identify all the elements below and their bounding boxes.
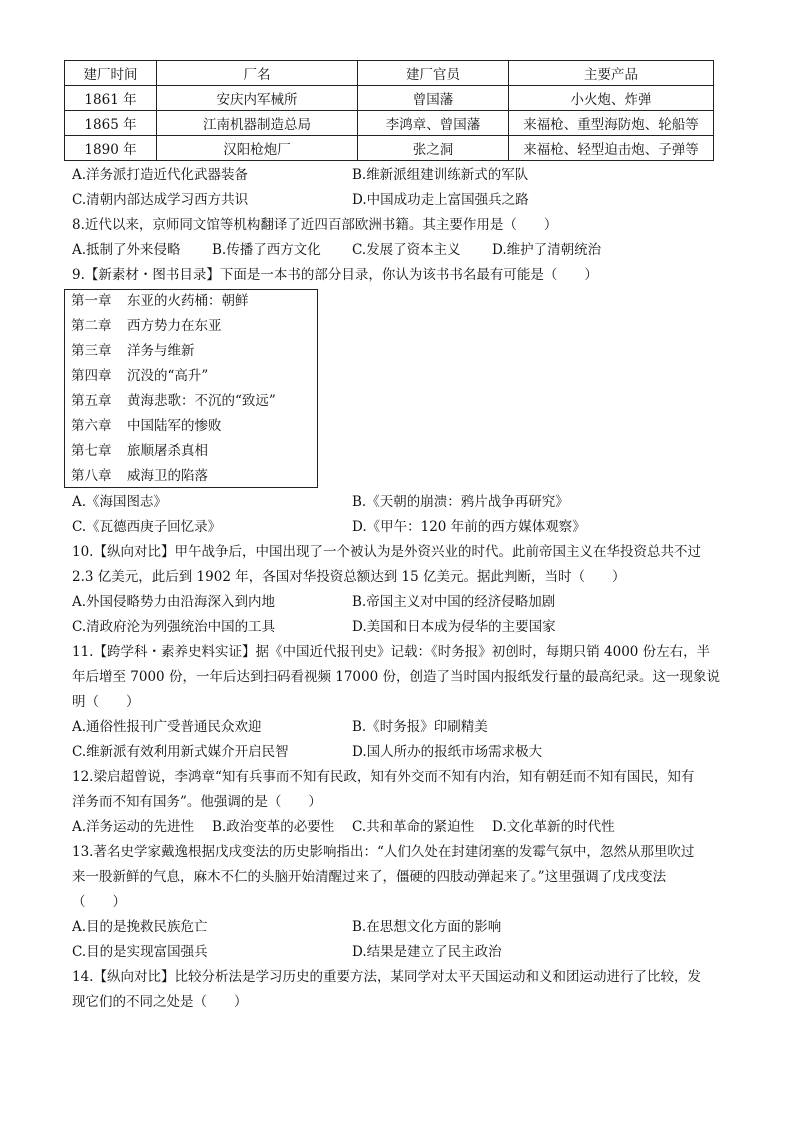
table-cell: 江南机器制造总局: [157, 111, 358, 136]
table-row: [65, 136, 714, 161]
toc-chapter-title: 中国陆军的惨败: [127, 418, 222, 434]
q11-option-b: B.《时务报》印刷精美: [352, 719, 488, 735]
table-cell: 来福枪、轻型迫击炮、子弹等: [509, 136, 714, 161]
toc-chapter-title: 威海卫的陷落: [127, 468, 208, 484]
toc-chapter-number: 第一章: [71, 293, 112, 309]
toc-item: [71, 342, 195, 360]
table-cell: 小火炮、炸弹: [509, 86, 714, 111]
q13-stem-line-2: 来一股新鲜的气息，麻木不仁的头脑开始清醒过来了，僵硬的四肢动弹起来了。”这里强调了戊戌变法: [72, 869, 667, 885]
q11-stem-line-1: 11.【跨学科・素养史料实证】据《中国近代报刊史》记载：《时务报》初创时，每期只销 4000 份左右，半: [72, 644, 711, 660]
table-row: [65, 111, 714, 136]
q9-option-c: C.《瓦德西庚子回忆录》: [72, 519, 222, 535]
q8-option-a: A.抵制了外来侵略: [72, 242, 181, 258]
book-contents-box: [64, 289, 318, 488]
toc-item: [71, 442, 208, 460]
q10-option-c: C.清政府沦为列强统治中国的工具: [72, 619, 276, 635]
q11-option-a: A.通俗性报刊广受普通民众欢迎: [72, 719, 262, 735]
table-cell: 1861 年: [65, 86, 157, 111]
table-header-cell: 厂名: [157, 61, 358, 86]
table-header-cell: 主要产品: [509, 61, 714, 86]
table-cell: 张之洞: [358, 136, 509, 161]
q13-stem-line-1: 13.著名史学家戴逸根据戊戌变法的历史影响指出：“人们久处在封建闭塞的发霉气氛中，忽然从那里吹过: [72, 844, 695, 860]
q10-option-a: A.外国侵略势力由沿海深入到内地: [72, 594, 276, 610]
toc-item: [71, 317, 222, 335]
toc-chapter-title: 西方势力在东亚: [127, 318, 222, 334]
table-header-row: [65, 61, 714, 86]
q12-option-c: C.共和革命的紧迫性: [352, 819, 475, 835]
q12-option-d: D.文化革新的时代性: [492, 819, 615, 835]
q9-option-d: D.《甲午：120 年前的西方媒体观察》: [352, 519, 586, 535]
table-cell: 1890 年: [65, 136, 157, 161]
toc-chapter-number: 第八章: [71, 468, 112, 484]
q13-option-d: D.结果是建立了民主政治: [352, 944, 502, 960]
q13-stem-line-3: （ ）: [72, 894, 126, 910]
toc-chapter-number: 第三章: [71, 343, 112, 359]
q10-stem-line-2: 2.3 亿美元，此后到 1902 年，各国对华投资总额达到 15 亿美元。据此判断，当时（ ）: [72, 569, 626, 585]
q11-stem-line-3: 明（ ）: [72, 694, 140, 710]
toc-item: [71, 417, 222, 435]
table-header-cell: 建厂官员: [358, 61, 509, 86]
toc-chapter-number: 第五章: [71, 393, 112, 409]
q8-option-b: B.传播了西方文化: [212, 242, 321, 258]
toc-chapter-number: 第六章: [71, 418, 112, 434]
table-cell: 安庆内军械所: [157, 86, 358, 111]
q12-stem-line-1: 12.梁启超曾说，李鸿章“知有兵事而不知有民政，知有外交而不知有内治，知有朝廷而不知有国民，知有: [72, 769, 695, 785]
q14-stem-line-2: 现它们的不同之处是（ ）: [72, 994, 248, 1010]
toc-chapter-title: 黄海悲歌：不沉的“致远”: [127, 393, 276, 409]
q14-stem-line-1: 14.【纵向对比】比较分析法是学习历史的重要方法，某同学对太平天国运动和义和团运动进行了比较，发: [72, 969, 701, 985]
q10-option-b: B.帝国主义对中国的经济侵略加剧: [352, 594, 556, 610]
q13-option-b: B.在思想文化方面的影响: [352, 919, 502, 935]
toc-chapter-title: 沉没的“高升”: [127, 368, 209, 384]
toc-item: [71, 392, 276, 410]
table-cell: 曾国藩: [358, 86, 509, 111]
q12-option-b: B.政治变革的必要性: [212, 819, 335, 835]
toc-chapter-title: 洋务与维新: [127, 343, 195, 359]
q7-option-a: A.洋务派打造近代化武器装备: [72, 167, 249, 183]
table-row: [65, 86, 714, 111]
toc-chapter-number: 第二章: [71, 318, 112, 334]
toc-item: [71, 467, 208, 485]
toc-chapter-title: 旅顺屠杀真相: [127, 443, 208, 459]
q9-option-b: B.《天朝的崩溃：鸦片战争再研究》: [352, 494, 569, 510]
table-header-cell: 建厂时间: [65, 61, 157, 86]
q9-stem: 9.【新素材・图书目录】下面是一本书的部分目录，你认为该书书名最有可能是（ ）: [72, 267, 598, 283]
q13-option-a: A.目的是挽救民族危亡: [72, 919, 208, 935]
q8-option-d: D.维护了清朝统治: [492, 242, 602, 258]
q8-option-c: C.发展了资本主义: [352, 242, 461, 258]
q10-stem-line-1: 10.【纵向对比】甲午战争后，中国出现了一个被认为是外资兴业的时代。此前帝国主义在华投资总共不过: [72, 544, 701, 560]
q8-stem: 8.近代以来，京师同文馆等机构翻译了近四百部欧洲书籍。其主要作用是（ ）: [72, 217, 558, 233]
toc-chapter-number: 第四章: [71, 368, 112, 384]
q11-option-d: D.国人所办的报纸市场需求极大: [352, 744, 543, 760]
table-cell: 汉阳枪炮厂: [157, 136, 358, 161]
q7-option-d: D.中国成功走上富国强兵之路: [352, 192, 529, 208]
toc-chapter-number: 第七章: [71, 443, 112, 459]
q9-option-a: A.《海国图志》: [72, 494, 168, 510]
q11-option-c: C.维新派有效利用新式媒介开启民智: [72, 744, 289, 760]
q7-option-c: C.清朝内部达成学习西方共识: [72, 192, 249, 208]
factory-table: [64, 60, 714, 161]
q7-option-b: B.维新派组建训练新式的军队: [352, 167, 529, 183]
q12-option-a: A.洋务运动的先进性: [72, 819, 195, 835]
toc-item: [71, 292, 249, 310]
q11-stem-line-2: 年后增至 7000 份，一年后达到扫码看视频 17000 份，创造了当时国内报纸发行量的最高纪录。这一现象说: [72, 669, 720, 685]
table-cell: 来福枪、重型海防炮、轮船等: [509, 111, 714, 136]
table-cell: 李鸿章、曾国藩: [358, 111, 509, 136]
q10-option-d: D.美国和日本成为侵华的主要国家: [352, 619, 556, 635]
table-cell: 1865 年: [65, 111, 157, 136]
q12-stem-line-2: 洋务而不知有国务”。他强调的是（ ）: [72, 794, 322, 810]
toc-item: [71, 367, 208, 385]
q13-option-c: C.目的是实现富国强兵: [72, 944, 208, 960]
toc-chapter-title: 东亚的火药桶：朝鲜: [127, 293, 249, 309]
